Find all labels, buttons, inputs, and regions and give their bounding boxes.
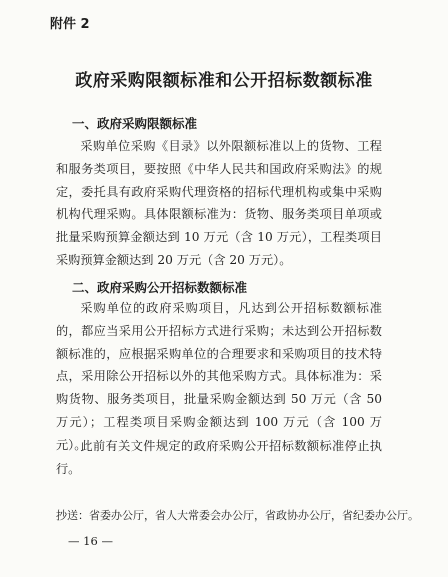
copy-to-line: 抄送：省委办公厅，省人大常委会办公厅，省政协办公厅，省纪委办公厅。 [56, 509, 419, 522]
section-2-paragraph: 采购单位的政府采购项目，凡达到公开招标数额标准的，都应当采用公开招标方式进行采购；未达到公开招标数额标准的，应根据采购单位的合理要求和采购项目的技术特点，采用除公开招标以外的其他采购方式。具体标准为：采购货物、服务类项目，批量采购金额达到 50 万元（含 50 万元）；工程类项目采购金额达到 100 万元（含 100 万元）。 [56, 301, 382, 452]
section-2-heading: 二、政府采购公开招标数额标准 [72, 280, 248, 295]
section-1-paragraph: 采购单位采购《目录》以外限额标准以上的货物、工程和服务类项目，要按照《中华人民共和国政府采购法》的规定，委托具有政府采购代理资格的招标代理机构或集中采购机构代理采购。具体限额标准为：货物、服务类项目单项或批量采购预算金额达到 10 万元（含 10 万元），工程类项目采购预算金额达到 20 万元（含 20 万元）。 [56, 139, 382, 267]
page-number: — 16 — [68, 534, 113, 548]
section-1-heading: 一、政府采购限额标准 [72, 116, 198, 131]
attachment-label: 附件 2 [50, 17, 90, 32]
closing-note: 此前有关文件规定的政府采购公开招标数额标准停止执行。 [56, 439, 382, 476]
document-title: 政府采购限额标准和公开招标数额标准 [75, 71, 373, 91]
